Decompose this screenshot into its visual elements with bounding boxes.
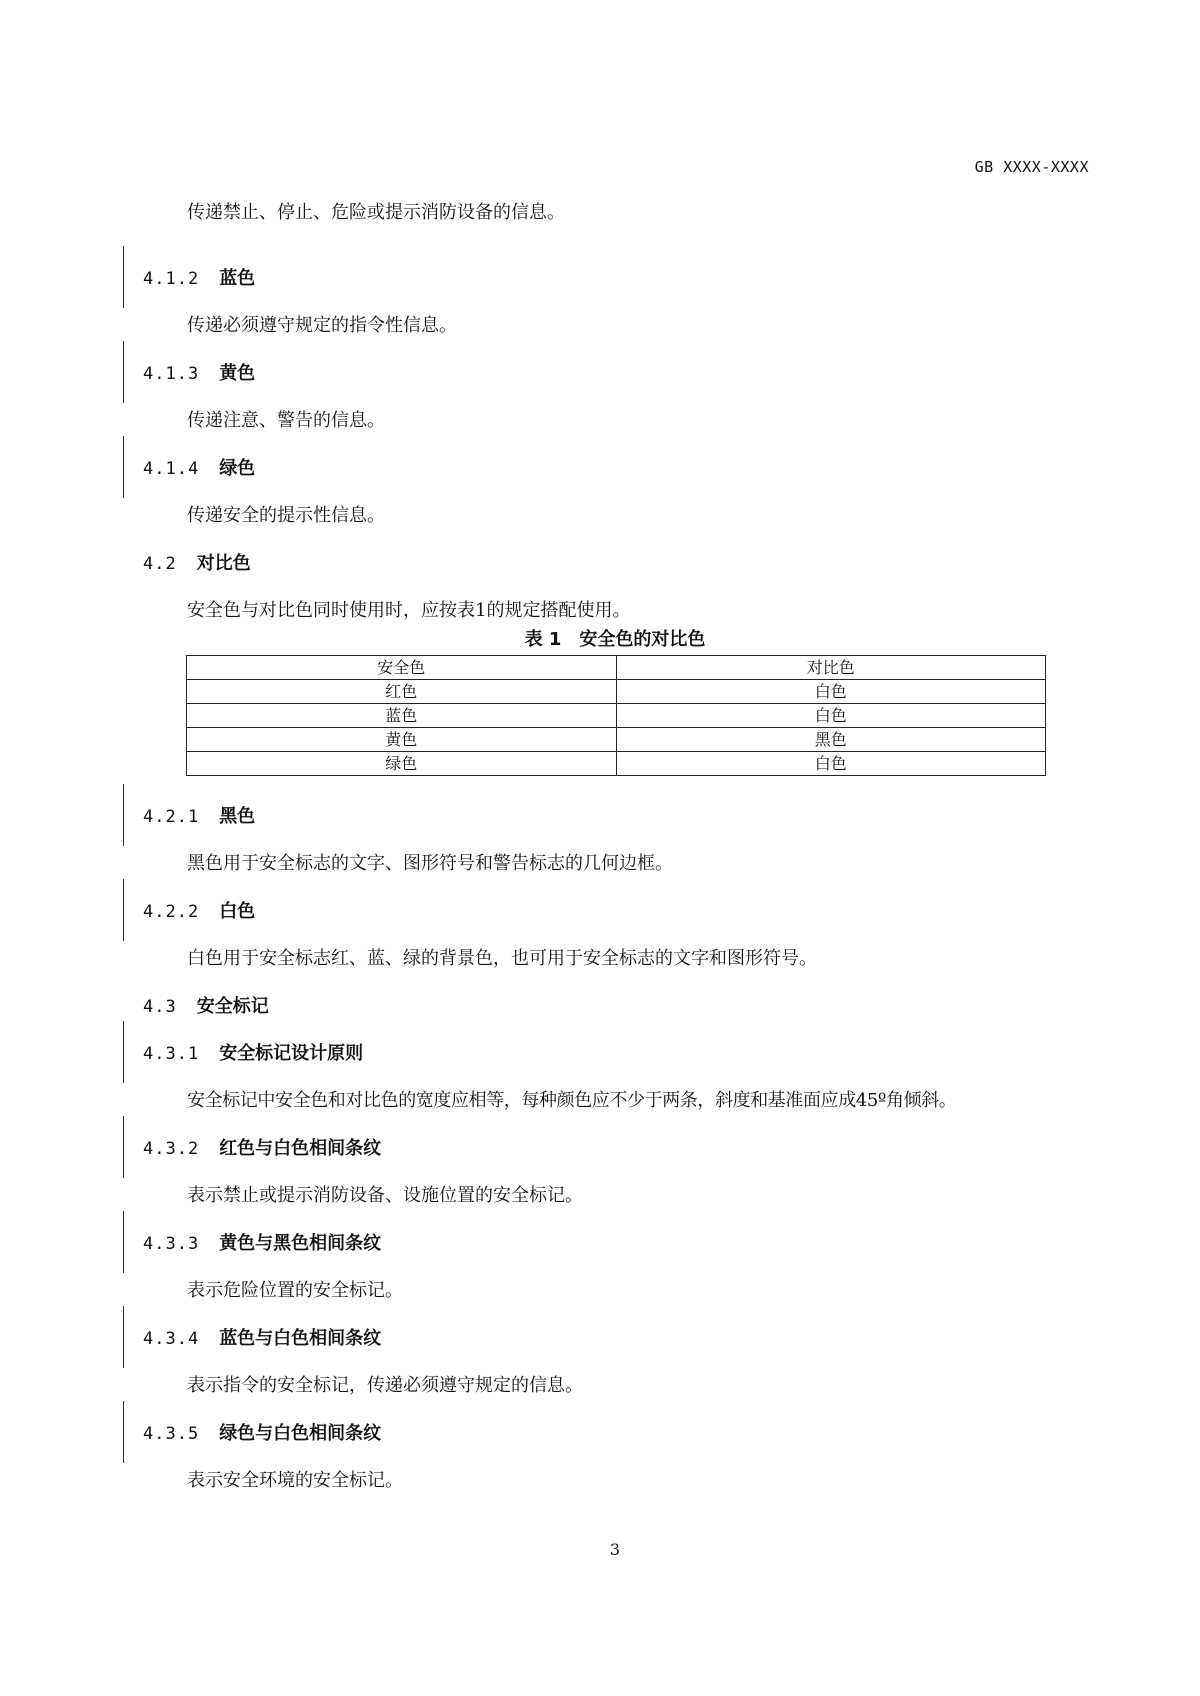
section-heading-4-1-2 (143, 266, 255, 292)
section-title: 黄色 (219, 363, 256, 384)
section-title: 红色与白色相间条纹 (219, 1138, 382, 1159)
intro-paragraph: 传递禁止、停止、危险或提示消防设备的信息。 (187, 202, 565, 223)
section-number: 4.2.2 (143, 902, 200, 922)
section-title: 黑色 (219, 806, 256, 827)
table-header-row (187, 656, 1046, 680)
revision-bar (123, 341, 124, 403)
section-body-4-1-4: 传递安全的提示性信息。 (187, 505, 385, 526)
contrast-color-table (186, 655, 1046, 776)
section-number: 4.3.5 (143, 1424, 200, 1444)
section-body-4-3-3: 表示危险位置的安全标记。 (187, 1280, 403, 1301)
section-heading-4-3-3 (143, 1231, 381, 1257)
table-cell: 蓝色 (187, 704, 617, 728)
table-caption-number: 表 1 (524, 629, 562, 650)
section-body-4-2-1: 黑色用于安全标志的文字、图形符号和警告标志的几何边框。 (187, 853, 673, 874)
section-number: 4.2 (143, 554, 177, 574)
section-body-4-1-2: 传递必须遵守规定的指令性信息。 (187, 315, 457, 336)
section-body-4-2-2: 白色用于安全标志红、蓝、绿的背景色，也可用于安全标志的文字和图形符号。 (187, 948, 817, 969)
section-body-4-1-3: 传递注意、警告的信息。 (187, 410, 385, 431)
table-header-cell: 安全色 (187, 656, 617, 680)
section-title: 白色 (219, 901, 256, 922)
section-number: 4.3 (143, 997, 177, 1017)
section-body-4-3-2: 表示禁止或提示消防设备、设施位置的安全标记。 (187, 1185, 583, 1206)
section-number: 4.3.2 (143, 1139, 200, 1159)
section-heading-4-3-4 (143, 1326, 381, 1352)
section-heading-4-2-1 (143, 804, 255, 830)
table-cell: 红色 (187, 680, 617, 704)
section-number: 4.1.3 (143, 364, 200, 384)
revision-bar (123, 246, 124, 308)
revision-bar (123, 879, 124, 941)
revision-bar (123, 1401, 124, 1463)
table-cell: 白色 (616, 752, 1046, 776)
table-row (187, 704, 1046, 728)
section-heading-4-3 (143, 994, 269, 1020)
table-row (187, 728, 1046, 752)
section-heading-4-3-1 (143, 1041, 363, 1067)
table-header-cell: 对比色 (616, 656, 1046, 680)
section-title: 蓝色 (219, 268, 256, 289)
section-number: 4.3.3 (143, 1234, 200, 1254)
revision-bar (123, 1306, 124, 1368)
section-title: 蓝色与白色相间条纹 (219, 1328, 382, 1349)
revision-bar (123, 1211, 124, 1273)
section-title: 黄色与黑色相间条纹 (219, 1233, 382, 1254)
section-body-4-3-4: 表示指令的安全标记，传递必须遵守规定的信息。 (187, 1375, 583, 1396)
section-title: 对比色 (196, 553, 251, 574)
table-caption (0, 628, 1200, 652)
table-caption-title: 安全色的对比色 (579, 629, 706, 650)
section-heading-4-3-2 (143, 1136, 381, 1162)
section-title: 安全标记 (196, 996, 269, 1017)
section-body-4-3-1: 安全标记中安全色和对比色的宽度应相等，每种颜色应不少于两条，斜度和基准面应成45º角倾斜。 (187, 1090, 957, 1111)
section-title: 绿色与白色相间条纹 (219, 1423, 382, 1444)
revision-bar (123, 1116, 124, 1178)
table-cell: 白色 (616, 704, 1046, 728)
section-title: 安全标记设计原则 (219, 1043, 364, 1064)
section-number: 4.1.4 (143, 459, 200, 479)
section-heading-4-2-2 (143, 899, 255, 925)
revision-bar (123, 1021, 124, 1083)
revision-bar (123, 784, 124, 846)
table-row (187, 680, 1046, 704)
table-cell: 黄色 (187, 728, 617, 752)
section-body-4-2: 安全色与对比色同时使用时，应按表1的规定搭配使用。 (187, 600, 631, 621)
section-heading-4-1-3 (143, 361, 255, 387)
table-cell: 白色 (616, 680, 1046, 704)
page-number: 3 (609, 1540, 621, 1559)
section-number: 4.3.4 (143, 1329, 200, 1349)
section-number: 4.1.2 (143, 269, 200, 289)
section-number: 4.3.1 (143, 1044, 200, 1064)
table-cell: 绿色 (187, 752, 617, 776)
document-code: GB XXXX-XXXX (974, 158, 1089, 176)
section-heading-4-3-5 (143, 1421, 381, 1447)
section-heading-4-2 (143, 551, 251, 577)
section-title: 绿色 (219, 458, 256, 479)
section-number: 4.2.1 (143, 807, 200, 827)
table-cell: 黑色 (616, 728, 1046, 752)
section-heading-4-1-4 (143, 456, 255, 482)
section-body-4-3-5: 表示安全环境的安全标记。 (187, 1470, 403, 1491)
revision-bar (123, 436, 124, 498)
table-row (187, 752, 1046, 776)
